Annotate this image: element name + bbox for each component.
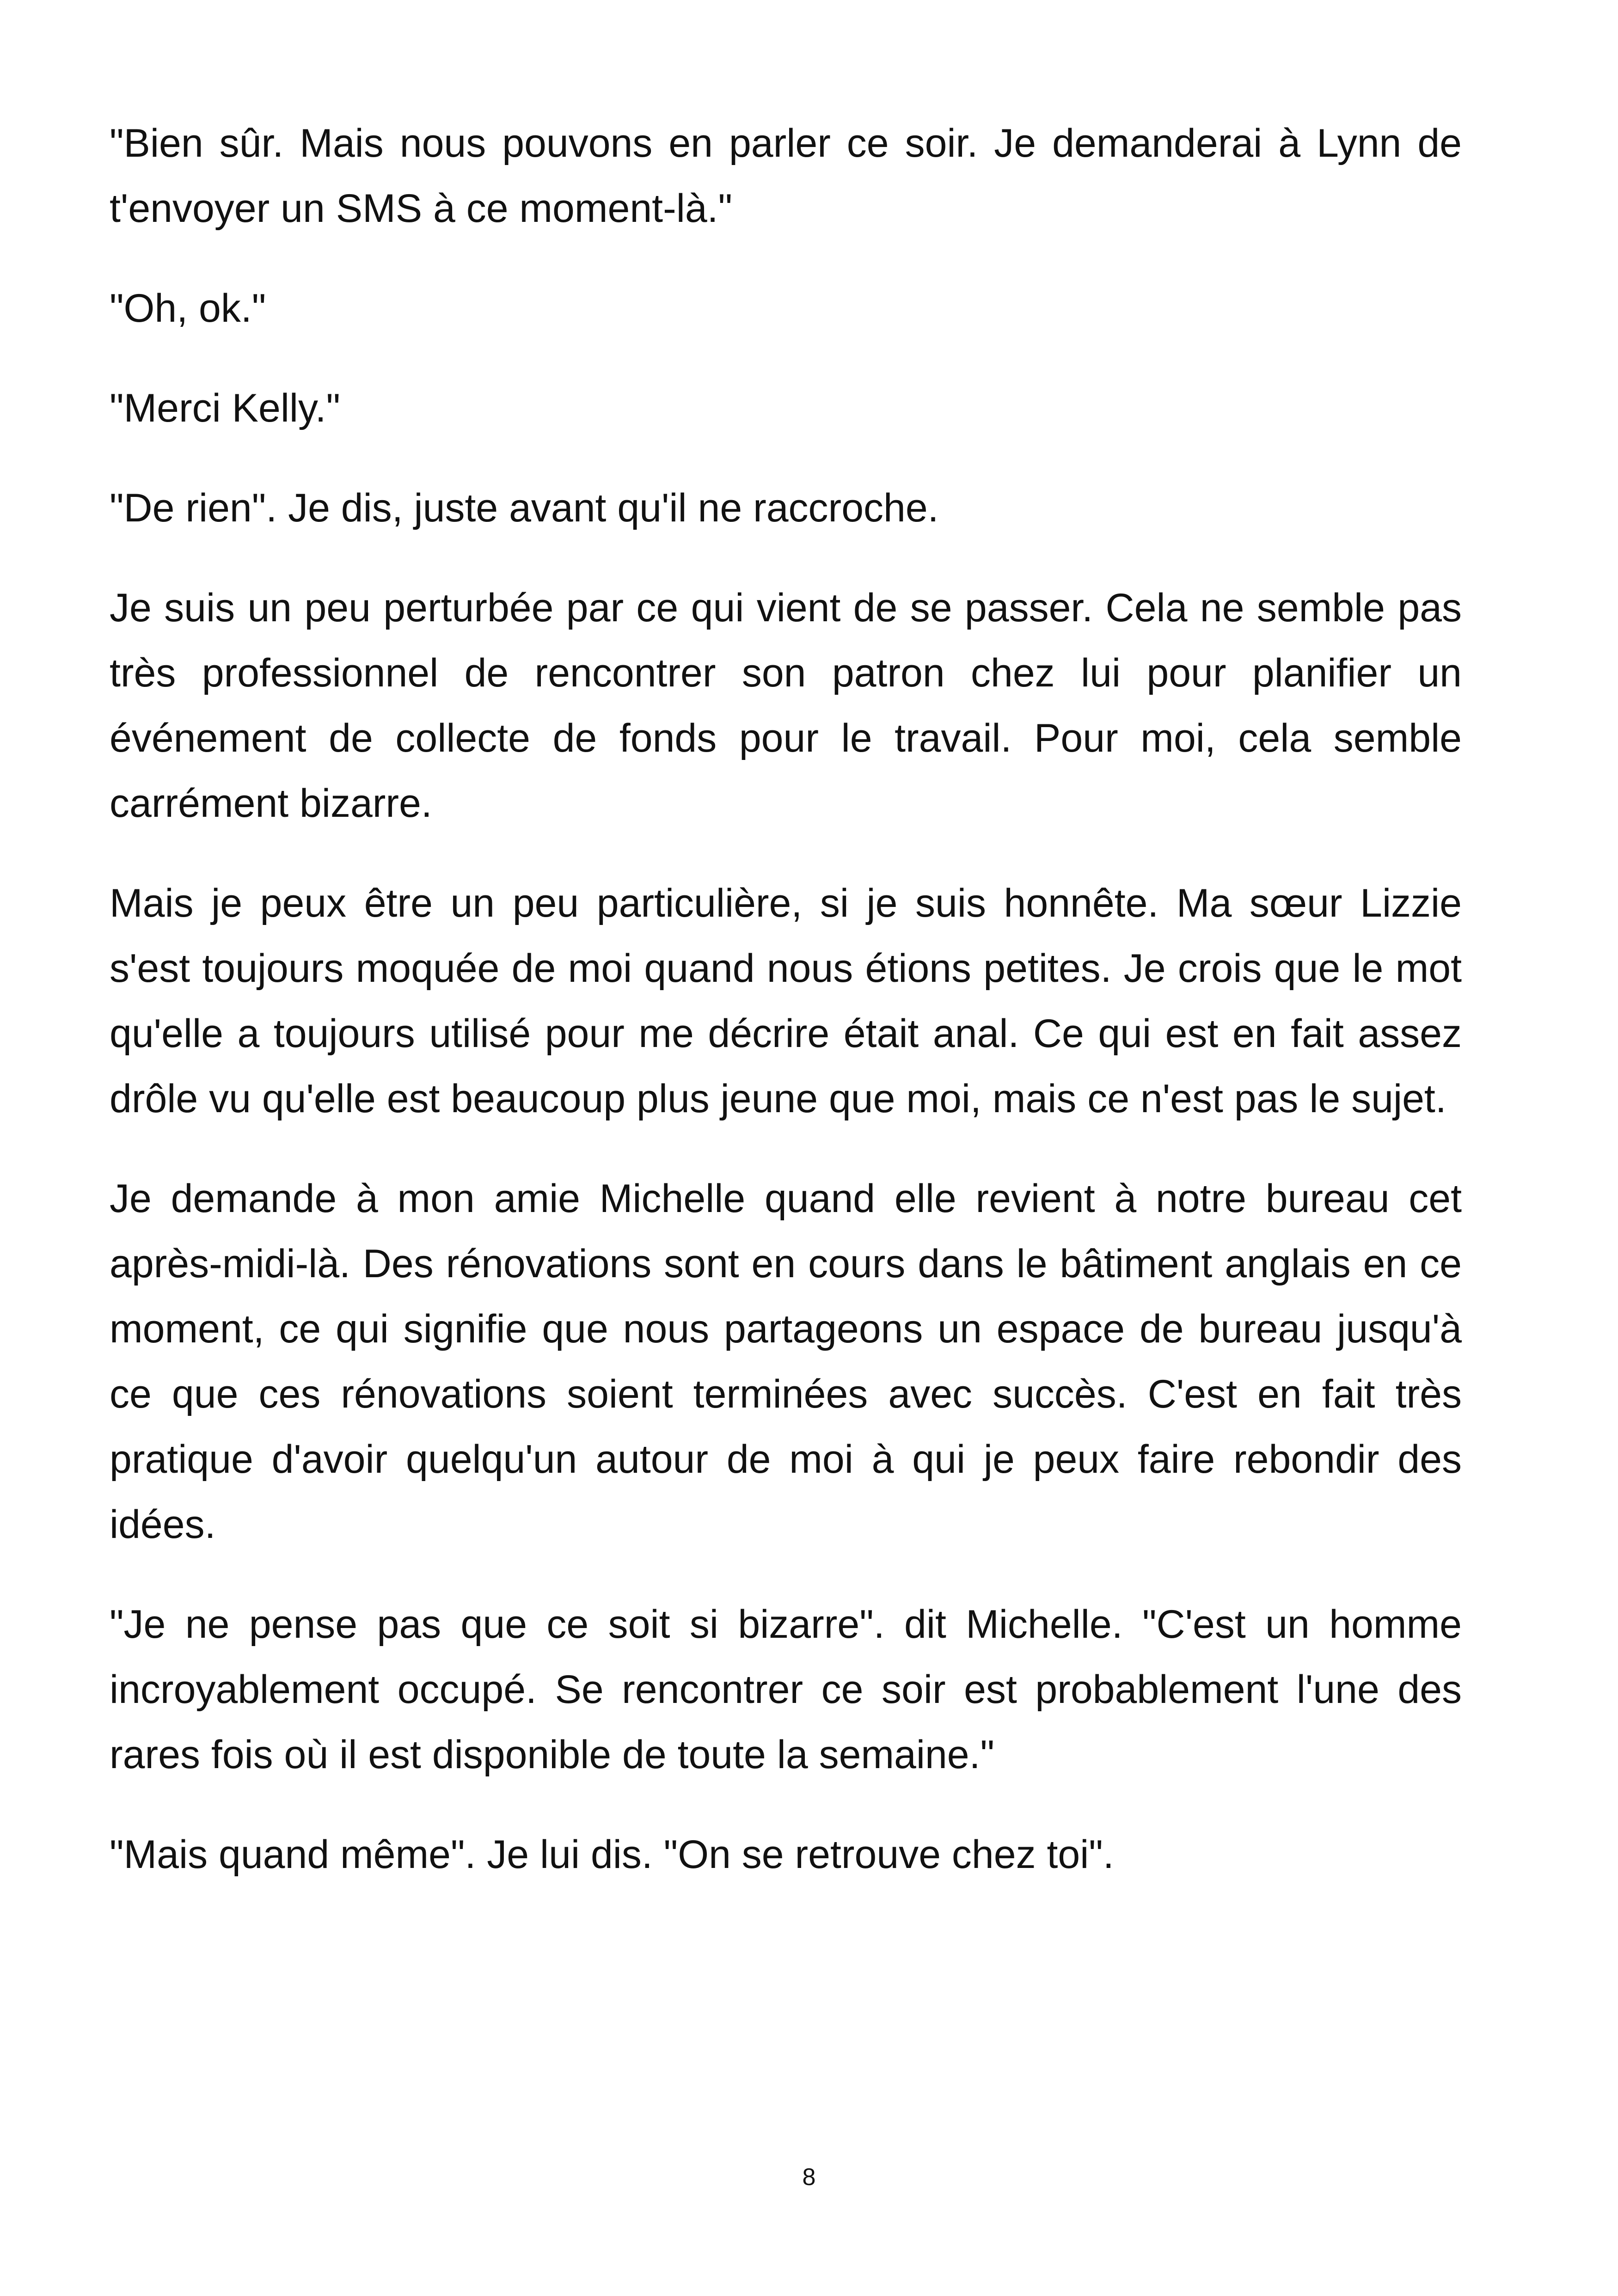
paragraph-8: "Je ne pense pas que ce soit si bizarre". dit Michelle. "C'est un homme incroyablement occupé. Se rencontrer ce soir est probablement l'une des rares fois où il est disponible de toute la semaine." — [110, 1602, 1462, 1777]
paragraph-5: Je suis un peu perturbée par ce qui vient de se passer. Cela ne semble pas très professionnel de rencontrer son patron chez lui pour planifier un événement de collecte de fonds pour le travail. Pour moi, cela semble carrément bizarre. — [110, 586, 1462, 826]
paragraph-4: "De rien". Je dis, juste avant qu'il ne raccroche. — [110, 486, 939, 530]
paragraph-1: "Bien sûr. Mais nous pouvons en parler ce soir. Je demanderai à Lynn de t'envoyer un SMS à ce moment-là." — [110, 121, 1462, 231]
paragraph-9: "Mais quand même". Je lui dis. "On se retrouve chez toi". — [110, 1832, 1114, 1877]
paragraph-2: "Oh, ok." — [110, 286, 266, 331]
paragraph-6: Mais je peux être un peu particulière, si je suis honnête. Ma sœur Lizzie s'est toujours moquée de moi quand nous étions petites. Je crois que le mot qu'elle a toujours utilisé pour me décrire était anal. Ce qui est en fait assez drôle vu qu'elle est beaucoup plus jeune que moi, mais ce n'est pas le sujet. — [110, 881, 1462, 1121]
page-number: 8 — [802, 2164, 816, 2191]
paragraph-7: Je demande à mon amie Michelle quand elle revient à notre bureau cet après-midi-là. Des rénovations sont en cours dans le bâtiment anglais en ce moment, ce qui signifie que nous partageons un espace de bureau jusqu'à ce que ces rénovations soient terminées avec succès. C'est en fait très pratique d'avoir quelqu'un autour de moi à qui je peux faire rebondir des idées. — [110, 1176, 1462, 1547]
paragraph-3: "Merci Kelly." — [110, 386, 341, 430]
text-body — [110, 111, 1462, 1922]
